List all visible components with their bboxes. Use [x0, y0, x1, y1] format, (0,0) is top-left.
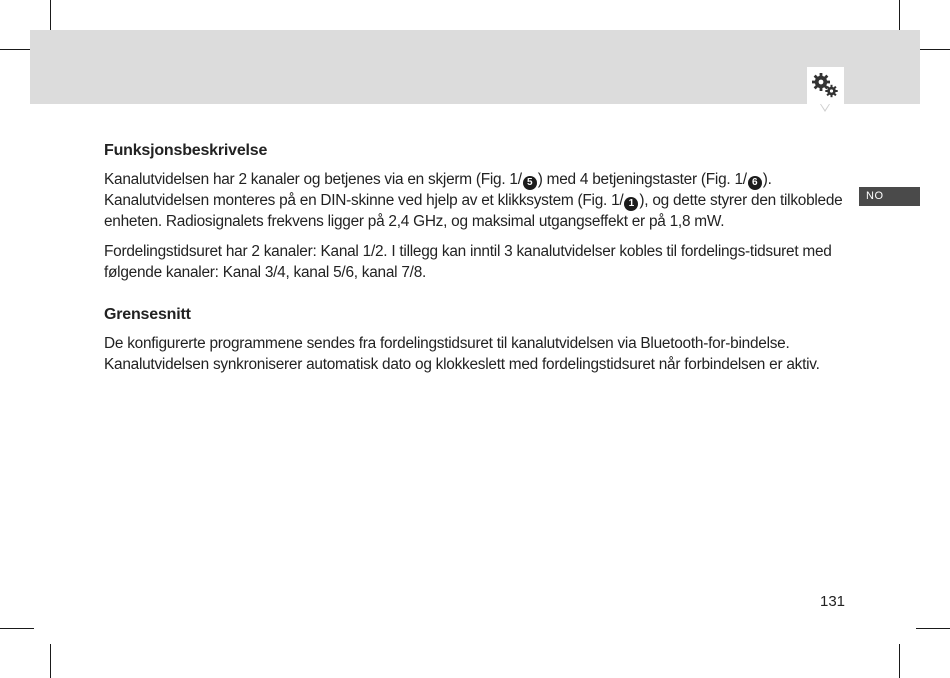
- crop-mark-bottom-right-horizontal: [916, 628, 950, 629]
- figure-ref-5: 5: [523, 176, 537, 190]
- paragraph-function-description-2: Fordelingstidsuret har 2 kanaler: Kanal 1/2. I tillegg kan inntil 3 kanalutvidelser kobles til fordelings-tidsuret med følgende kanaler: Kanal 3/4, kanal 5/6, kanal 7/8.: [104, 243, 832, 281]
- section-heading-interface: Grensesnitt: [104, 306, 191, 323]
- badge-pointer-inner: [821, 104, 829, 110]
- crop-mark-top-right-vertical: [899, 0, 900, 34]
- text-segment: ), og dette styrer den tilkoblede enheten. Radiosignalets frekvens ligger på 2,4 GHz, og maksimal utgangseffekt er på 1,8 mW.: [104, 192, 843, 230]
- crop-mark-top-left-vertical: [50, 0, 51, 34]
- paragraph-function-description-1: [104, 169, 844, 232]
- page-number: 131: [820, 593, 846, 610]
- language-tab: NO: [859, 187, 920, 206]
- figure-ref-6: 6: [748, 176, 762, 190]
- figure-ref-1: 1: [624, 197, 638, 211]
- main-content: [104, 140, 844, 384]
- crop-mark-top-left-horizontal: [0, 49, 34, 50]
- paragraph-interface-1: De konfigurerte programmene sendes fra fordelingstidsuret til kanalutvidelsen via Bluetooth-for-bindelse. Kanalutvidelsen synkroniserer automatisk dato og klokkeslett med fordelingstidsuret når forbindelsen er aktiv.: [104, 335, 820, 373]
- text-segment: ) med 4 betjeningstaster (Fig. 1/: [537, 171, 747, 188]
- text-segment: ). Kanalutvidelsen monteres på en DIN-skinne ved hjelp av et klikksystem (Fig. 1/: [104, 171, 772, 209]
- crop-mark-top-right-horizontal: [916, 49, 950, 50]
- section-spacer: [104, 292, 844, 304]
- crop-mark-bottom-right-vertical: [899, 644, 900, 678]
- crop-mark-bottom-left-vertical: [50, 644, 51, 678]
- section-heading-function-description: Funksjonsbeskrivelse: [104, 142, 268, 159]
- gears-badge: [807, 67, 844, 104]
- crop-mark-bottom-left-horizontal: [0, 628, 34, 629]
- text-segment: Kanalutvidelsen har 2 kanaler og betjenes via en skjerm (Fig. 1/: [104, 171, 522, 188]
- header-band: [30, 30, 920, 104]
